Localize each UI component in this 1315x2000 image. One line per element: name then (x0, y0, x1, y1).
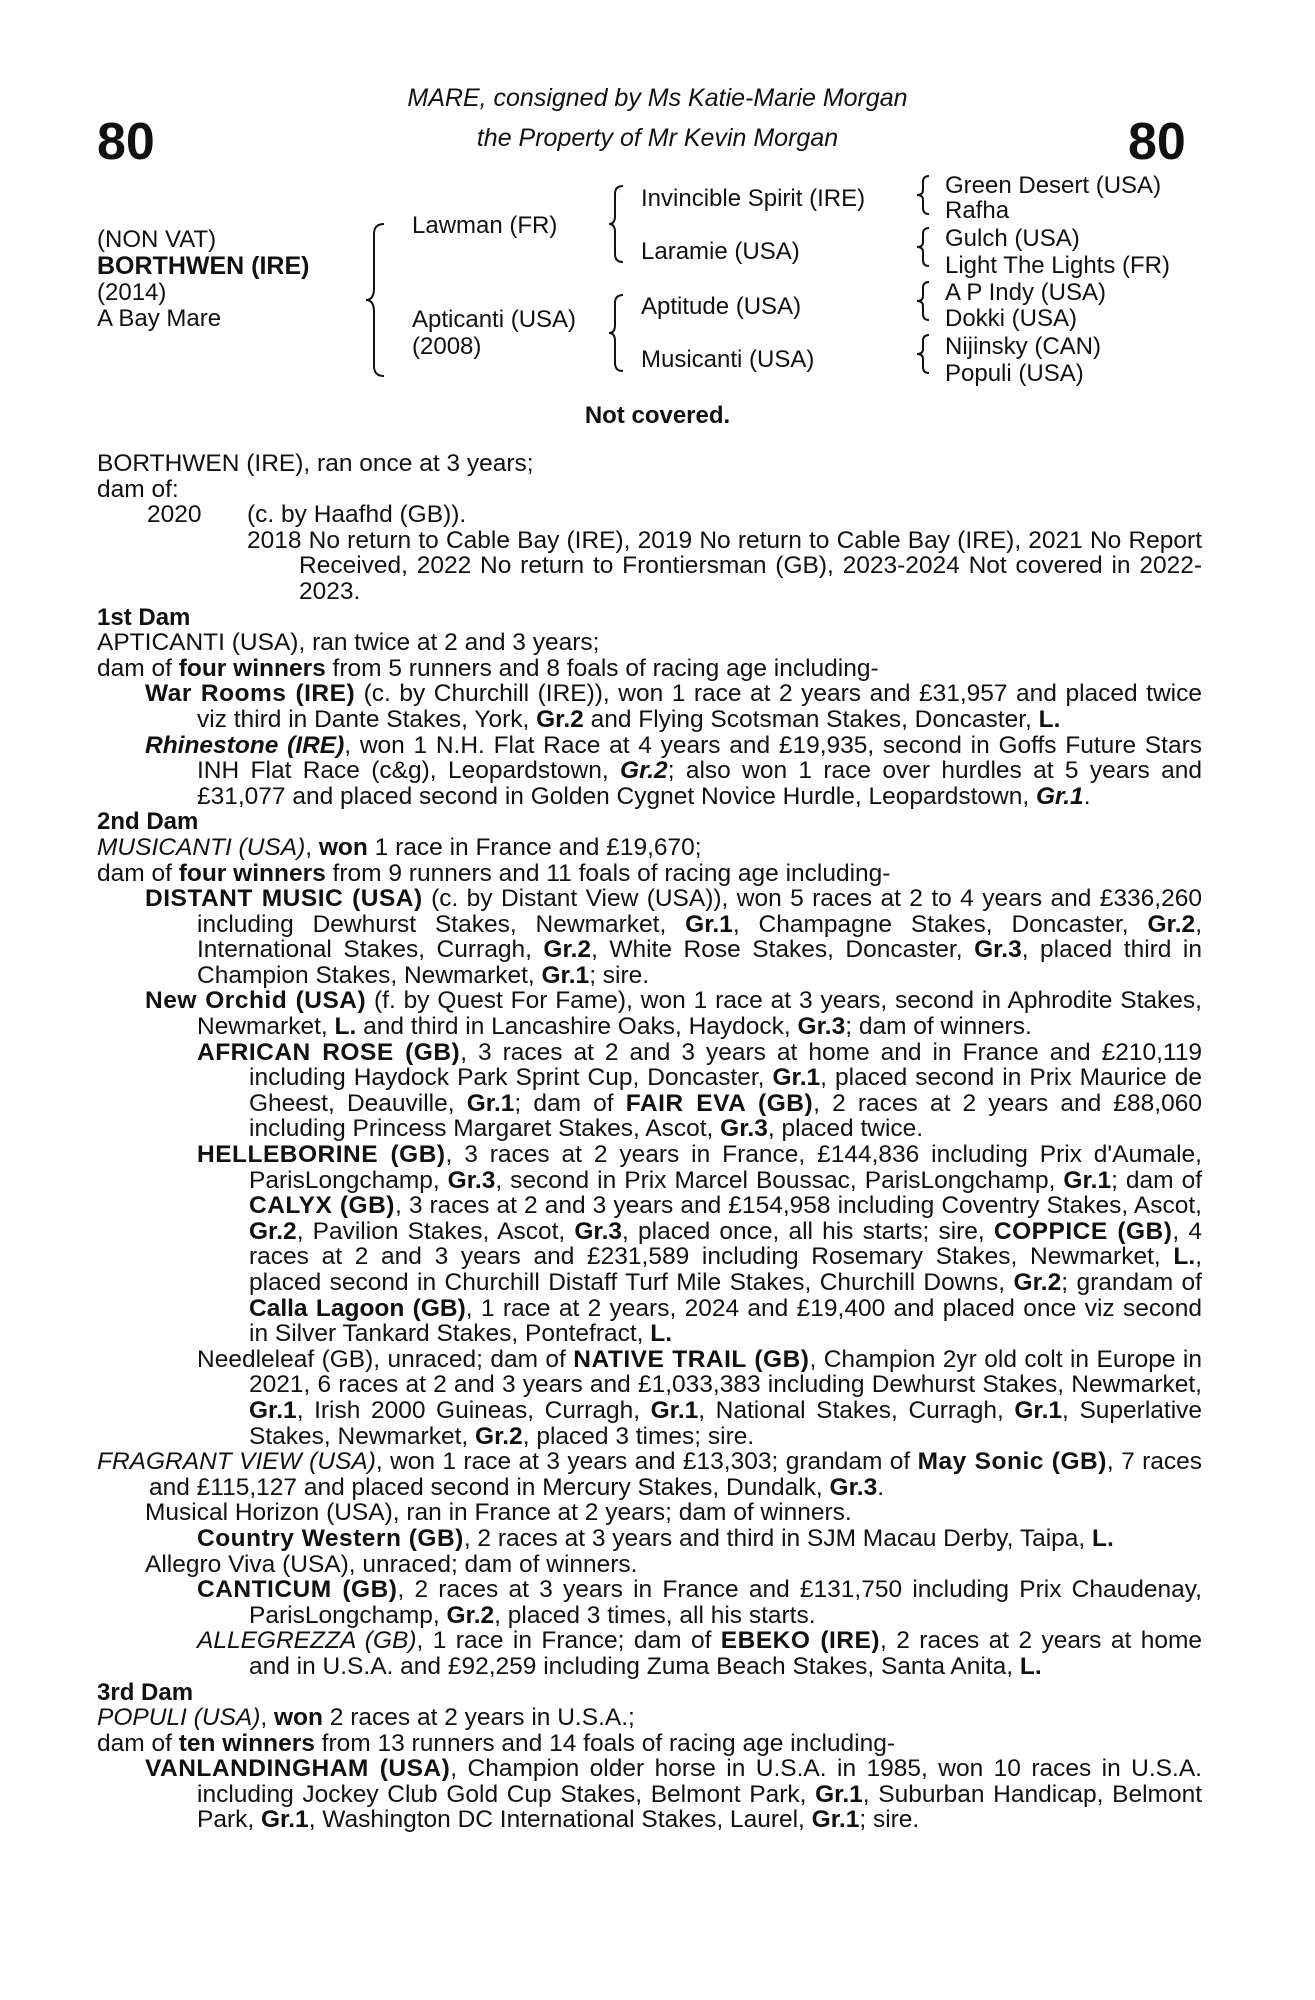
entry-distant-music: DISTANT MUSIC (USA) (c. by Distant View (USA)), won 5 races at 2 to 4 years and £336,260 including Dewhurst Stakes, Newmarket, Gr.1, Champagne Stakes, Doncaster, Gr.2, International Stakes, Curragh, Gr.2, White Rose Stakes, Doncaster, Gr.3, placed third in Champion Stakes, Newmarket, Gr.1; sire. (145, 885, 1202, 989)
entry-war-rooms: War Rooms (IRE) (c. by Churchill (IRE)), won 1 race at 2 years and £31,957 and placed twice viz third in Dante Stakes, York, Gr.2 and Flying Scotsman Stakes, Doncaster, L. (145, 680, 1202, 733)
entry-african-rose: AFRICAN ROSE (GB), 3 races at 2 and 3 years at home and in France and £210,119 including Haydock Park Sprint Cup, Doncaster, Gr.1, placed second in Prix Maurice de Gheest, Deauville, Gr.1; dam of FAIR EVA (GB), 2 races at 2 years and £88,060 including Princess Margaret Stakes, Ascot, Gr.3, placed twice. (197, 1038, 1202, 1143)
pedigree-g7: Nijinsky (CAN) (945, 333, 1101, 360)
lot-number-left: 80 (97, 113, 155, 171)
second-dam-heading: 2nd Dam (97, 808, 199, 836)
record-line-1: BORTHWEN (IRE), ran once at 3 years; (97, 450, 534, 477)
entry-vanlandingham: VANLANDINGHAM (USA), Champion older horse in U.S.A. in 1985, won 10 races in U.S.A. including Jockey Club Gold Cup Stakes, Belmont Park, Gr.1, Suburban Handicap, Belmont Park, Gr.1, Washington DC International Stakes, Laurel, Gr.1; sire. (145, 1755, 1202, 1834)
pedigree-g8: Populi (USA) (945, 360, 1084, 387)
covering-status: Not covered. (584, 402, 731, 429)
third-dam-record: POPULI (USA), won 2 races at 2 years in U.S.A.; (97, 1704, 635, 1732)
pedigree-brace-g2 (915, 226, 935, 268)
pedigree-brace-main (364, 222, 392, 378)
entry-needleleaf: Needleleaf (GB), unraced; dam of NATIVE TRAIL (GB), Champion 2yr old colt in Europe in 2021, 6 races at 2 and 3 years and £1,033,383 including Dewhurst Stakes, Newmarket, Gr.1, Irish 2000 Guineas, Curragh, Gr.1, National Stakes, Curragh, Gr.1, Superlative Stakes, Newmarket, Gr.2, placed 3 times; sire. (197, 1345, 1203, 1450)
third-dam-produce: dam of ten winners from 13 runners and 14 foals of racing age including- (97, 1729, 896, 1757)
entry-allegro-viva: Allegro Viva (USA), unraced; dam of winners. (145, 1550, 638, 1578)
first-dam-heading: 1st Dam (97, 603, 191, 631)
header-line-1: MARE, consigned by Ms Katie-Marie Morgan (407, 84, 908, 112)
pedigree-dam-year: (2008) (412, 333, 482, 360)
pedigree-sire: Lawman (FR) (412, 212, 558, 239)
catalogue-body (97, 451, 1202, 1833)
horse-description: A Bay Mare (97, 305, 222, 332)
entry-rhinestone: Rhinestone (IRE), won 1 N.H. Flat Race at 4 years and £19,935, second in Goffs Future Stars INH Flat Race (c&g), Leopardstown, Gr.2; also won 1 race over hurdles at 5 years and £31,077 and placed second in Golden Cygnet Novice Hurdle, Leopardstown, Gr.1. (145, 731, 1202, 810)
pedigree-g5: A P Indy (USA) (945, 279, 1106, 306)
pedigree-sire-dam: Laramie (USA) (641, 238, 800, 265)
vat-status: (NON VAT) (97, 226, 217, 253)
lot-number-right: 80 (1128, 113, 1186, 171)
pedigree-g1: Green Desert (USA) (945, 172, 1162, 199)
horse-name: BORTHWEN (IRE) (97, 252, 310, 280)
entry-helleborine: HELLEBORINE (GB), 3 races at 2 years in France, £144,836 including Prix d'Aumale, ParisLongchamp, Gr.3, second in Prix Marcel Boussac, ParisLongchamp, Gr.1; dam of CALYX (GB), 3 races at 2 and 3 years and £154,958 including Coventry Stakes, Ascot, Gr.2, Pavilion Stakes, Ascot, Gr.3, placed once, all his starts; sire, COPPICE (GB), 4 races at 2 and 3 years and £231,589 including Rosemary Stakes, Newmarket, L., placed second in Churchill Distaff Turf Mile Stakes, Churchill Downs, Gr.2; grandam of Calla Lagoon (GB), 1 race at 2 years, 2024 and £19,400 and placed once viz second in Silver Tankard Stakes, Pontefract, L. (197, 1141, 1202, 1348)
entry-country-western: Country Western (GB), 2 races at 3 years and third in SJM Macau Derby, Taipa, L. (197, 1524, 1114, 1552)
entry-musical-horizon: Musical Horizon (USA), ran in France at 2 years; dam of winners. (145, 1499, 852, 1527)
progeny-year: 2020 (147, 501, 202, 529)
pedigree-dam-dam: Musicanti (USA) (641, 346, 815, 373)
progeny-entry (97, 502, 1202, 604)
pedigree-brace-sire (607, 184, 629, 264)
pedigree-g3: Gulch (USA) (945, 225, 1080, 252)
pedigree-g6: Dokki (USA) (945, 305, 1078, 332)
entry-new-orchid: New Orchid (USA) (f. by Quest For Fame), won 1 race at 3 years, second in Aphrodite Stakes, Newmarket, L. and third in Lancashire Oaks, Haydock, Gr.3; dam of winners. (145, 987, 1202, 1041)
header-line-2: the Property of Mr Kevin Morgan (476, 124, 839, 152)
entry-canticum: CANTICUM (GB), 2 races at 3 years in France and £131,750 including Prix Chaudenay, ParisLongchamp, Gr.2, placed 3 times, all his starts. (197, 1576, 1202, 1629)
progeny-line-2: 2018 No return to Cable Bay (IRE), 2019 No return to Cable Bay (IRE), 2021 No Report Received, 2022 No return to Frontiersman (GB), 2023-2024 Not covered in 2022-2023. (247, 526, 1202, 605)
pedigree-dam: Apticanti (USA) (412, 306, 577, 333)
first-dam-record: APTICANTI (USA), ran twice at 2 and 3 years; (97, 629, 600, 657)
second-dam-record: MUSICANTI (USA), won 1 race in France and £19,670; (97, 833, 702, 861)
pedigree-brace-g4 (915, 333, 935, 375)
pedigree-brace-g3 (915, 280, 935, 322)
pedigree-sire-sire: Invincible Spirit (IRE) (641, 185, 866, 212)
pedigree-g2: Rafha (945, 197, 1010, 224)
third-dam-heading: 3rd Dam (97, 1678, 194, 1706)
pedigree-g4: Light The Lights (FR) (945, 252, 1170, 279)
horse-year: (2014) (97, 279, 167, 306)
entry-allegrezza: ALLEGREZZA (GB), 1 race in France; dam of EBEKO (IRE), 2 races at 2 years at home and in U.S.A. and £92,259 including Zuma Beach Stakes, Santa Anita, L. (197, 1627, 1202, 1680)
first-dam-produce: dam of four winners from 5 runners and 8 foals of racing age including- (97, 654, 879, 682)
second-dam-produce: dam of four winners from 9 runners and 11 foals of racing age including- (97, 859, 891, 887)
pedigree-brace-g1 (915, 174, 935, 216)
pedigree-brace-dam (607, 293, 629, 373)
progeny-line-1: (c. by Haafhd (GB)). (247, 501, 467, 529)
entry-fragrant-view: FRAGRANT VIEW (USA), won 1 race at 3 years and £13,303; grandam of May Sonic (GB), 7 races and £115,127 and placed second in Mercury Stakes, Dundalk, Gr.3. (97, 1448, 1202, 1501)
pedigree-dam-sire: Aptitude (USA) (641, 293, 802, 320)
record-line-2: dam of: (97, 475, 179, 503)
